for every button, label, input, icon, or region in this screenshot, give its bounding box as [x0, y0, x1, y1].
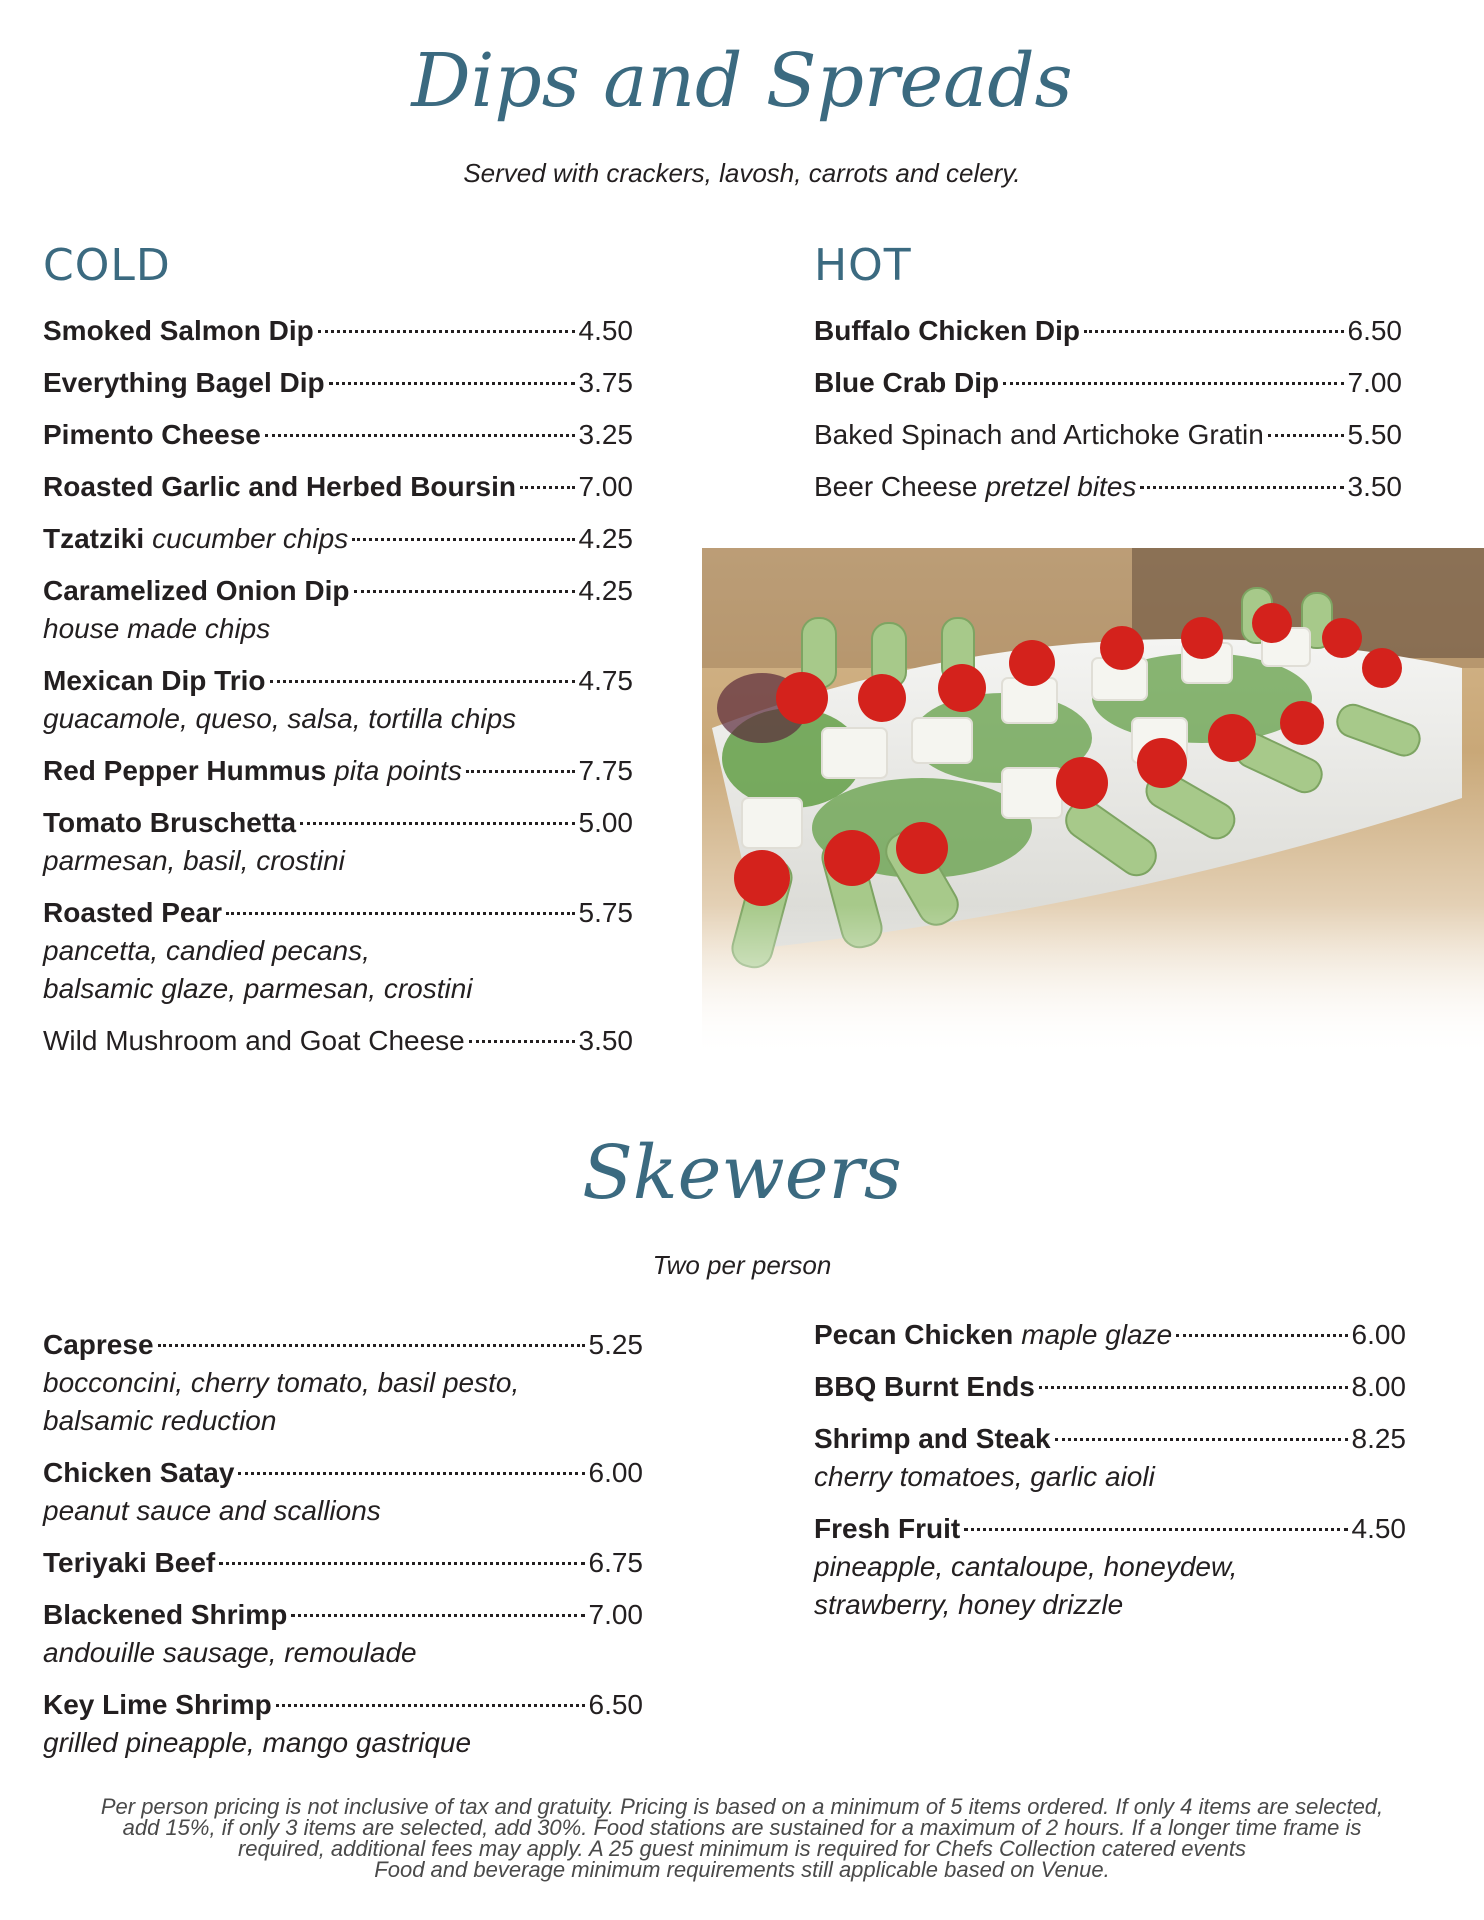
dot-leader	[158, 1344, 585, 1347]
dips-title: Dips and Spreads	[411, 38, 1073, 124]
dot-leader	[300, 822, 574, 825]
menu-item	[43, 1022, 633, 1060]
item-price: 7.75	[578, 755, 633, 786]
menu-item	[814, 468, 1402, 506]
menu-item	[43, 1544, 643, 1582]
cold-menu-list	[43, 312, 633, 1074]
dot-leader	[1176, 1334, 1347, 1337]
item-name: Pecan Chicken	[814, 1319, 1014, 1350]
item-price: 6.00	[588, 1457, 643, 1488]
dot-leader	[291, 1614, 584, 1617]
item-price: 4.75	[578, 665, 633, 696]
item-name: Fresh Fruit	[814, 1513, 961, 1544]
item-price: 6.75	[588, 1547, 643, 1578]
disclaimer-line: required, additional fees may apply. A 25 guest minimum is required for Chefs Collection catered events	[237, 1836, 1247, 1861]
item-name: BBQ Burnt Ends	[814, 1371, 1035, 1402]
menu-item	[43, 662, 633, 738]
menu-item	[43, 1686, 643, 1762]
dot-leader	[352, 538, 574, 541]
item-price: 6.00	[1351, 1319, 1406, 1350]
menu-item	[814, 1510, 1406, 1624]
item-name: Blue Crab Dip	[814, 367, 1000, 398]
item-description: balsamic glaze, parmesan, crostini	[43, 973, 473, 1004]
skewers-title: Skewers	[582, 1130, 902, 1216]
menu-item	[43, 312, 633, 350]
dot-leader	[1140, 486, 1343, 489]
item-price: 6.50	[588, 1689, 643, 1720]
item-price: 8.00	[1351, 1371, 1406, 1402]
menu-item	[814, 1368, 1406, 1406]
menu-item	[43, 752, 633, 790]
menu-item	[43, 1454, 643, 1530]
menu-item	[43, 468, 633, 506]
dot-leader	[1055, 1438, 1348, 1441]
dot-leader	[469, 1040, 575, 1043]
pricing-disclaimer	[40, 1796, 1444, 1880]
menu-item	[43, 364, 633, 402]
item-price: 3.75	[578, 367, 633, 398]
item-inline-desc: pretzel bites	[985, 471, 1137, 502]
dot-leader	[520, 486, 575, 489]
menu-item	[43, 1326, 643, 1440]
dot-leader	[276, 1704, 585, 1707]
dips-subtitle: Served with crackers, lavosh, carrots and celery.	[463, 158, 1021, 188]
item-description: andouille sausage, remoulade	[43, 1637, 417, 1668]
item-name: Mexican Dip Trio	[43, 665, 266, 696]
item-name: Key Lime Shrimp	[43, 1689, 272, 1720]
menu-item	[814, 1316, 1406, 1354]
item-price: 5.75	[578, 897, 633, 928]
dot-leader	[265, 434, 575, 437]
item-name: Pimento Cheese	[43, 419, 261, 450]
menu-item	[814, 1420, 1406, 1496]
item-name: Roasted Pear	[43, 897, 222, 928]
item-name: Smoked Salmon Dip	[43, 315, 314, 346]
menu-item	[43, 572, 633, 648]
dot-leader	[219, 1562, 584, 1565]
item-name: Everything Bagel Dip	[43, 367, 325, 398]
item-name: Chicken Satay	[43, 1457, 235, 1488]
disclaimer-line: add 15%, if only 3 items are selected, add 30%. Food stations are sustained for a maximum of 2 hours. If a longer time frame is	[122, 1815, 1362, 1840]
item-description: parmesan, basil, crostini	[43, 845, 345, 876]
menu-item	[814, 416, 1402, 454]
item-price: 4.50	[578, 315, 633, 346]
menu-item	[43, 416, 633, 454]
caprese-skewers-platter-photo	[702, 548, 1484, 1058]
cold-heading: COLD	[43, 240, 171, 291]
item-description: grilled pineapple, mango gastrique	[43, 1727, 472, 1758]
item-price: 4.50	[1351, 1513, 1406, 1544]
item-price: 3.25	[578, 419, 633, 450]
menu-item	[43, 804, 633, 880]
dot-leader	[466, 770, 575, 773]
item-name: Shrimp and Steak	[814, 1423, 1051, 1454]
skewers-left-list	[43, 1326, 643, 1776]
item-name: Caprese	[43, 1329, 154, 1360]
menu-item	[43, 520, 633, 558]
dot-leader	[270, 680, 575, 683]
item-name: Baked Spinach and Artichoke Gratin	[814, 419, 1264, 450]
item-price: 6.50	[1347, 315, 1402, 346]
menu-item	[43, 894, 633, 1008]
menu-item	[814, 312, 1402, 350]
item-description: pancetta, candied pecans,	[43, 935, 370, 966]
item-name: Beer Cheese	[814, 471, 978, 502]
item-description: peanut sauce and scallions	[43, 1495, 381, 1526]
item-description: pineapple, cantaloupe, honeydew,	[814, 1551, 1238, 1582]
item-name: Teriyaki Beef	[43, 1547, 216, 1578]
dot-leader	[964, 1528, 1347, 1531]
item-price: 5.50	[1347, 419, 1402, 450]
dot-leader	[354, 590, 575, 593]
disclaimer-line: Per person pricing is not inclusive of tax and gratuity. Pricing is based on a minimum of 5 items ordered. If only 4 items are selected,	[100, 1794, 1384, 1819]
menu-item	[43, 1596, 643, 1672]
disclaimer-line: Food and beverage minimum requirements still applicable based on Venue.	[374, 1857, 1110, 1882]
dot-leader	[1084, 330, 1343, 333]
item-price: 8.25	[1351, 1423, 1406, 1454]
item-price: 7.00	[588, 1599, 643, 1630]
dot-leader	[1268, 434, 1344, 437]
item-description: balsamic reduction	[43, 1405, 277, 1436]
item-price: 4.25	[578, 575, 633, 606]
item-description: strawberry, honey drizzle	[814, 1589, 1124, 1620]
item-inline-desc: maple glaze	[1021, 1319, 1173, 1350]
dot-leader	[318, 330, 575, 333]
item-inline-desc: cucumber chips	[152, 523, 349, 554]
item-name: Red Pepper Hummus	[43, 755, 327, 786]
dot-leader	[1003, 382, 1343, 385]
item-price: 4.25	[578, 523, 633, 554]
item-name: Buffalo Chicken Dip	[814, 315, 1081, 346]
item-name: Wild Mushroom and Goat Cheese	[43, 1025, 465, 1056]
item-name: Tzatziki	[43, 523, 145, 554]
dot-leader	[238, 1472, 584, 1475]
hot-heading: HOT	[814, 240, 912, 291]
item-description: bocconcini, cherry tomato, basil pesto,	[43, 1367, 520, 1398]
item-price: 7.00	[578, 471, 633, 502]
item-price: 3.50	[578, 1025, 633, 1056]
item-inline-desc: pita points	[334, 755, 462, 786]
hot-menu-list	[814, 312, 1402, 520]
skewers-subtitle: Two per person	[652, 1250, 832, 1280]
dot-leader	[329, 382, 575, 385]
item-price: 3.50	[1347, 471, 1402, 502]
item-description: guacamole, queso, salsa, tortilla chips	[43, 703, 517, 734]
item-price: 7.00	[1347, 367, 1402, 398]
item-price: 5.00	[578, 807, 633, 838]
item-description: cherry tomatoes, garlic aioli	[814, 1461, 1155, 1492]
dot-leader	[226, 912, 575, 915]
item-name: Blackened Shrimp	[43, 1599, 288, 1630]
skewers-right-list	[814, 1316, 1406, 1638]
item-price: 5.25	[588, 1329, 643, 1360]
item-description: house made chips	[43, 613, 271, 644]
item-name: Tomato Bruschetta	[43, 807, 297, 838]
item-name: Caramelized Onion Dip	[43, 575, 350, 606]
item-name: Roasted Garlic and Herbed Boursin	[43, 471, 516, 502]
dot-leader	[1039, 1386, 1348, 1389]
menu-item	[814, 364, 1402, 402]
